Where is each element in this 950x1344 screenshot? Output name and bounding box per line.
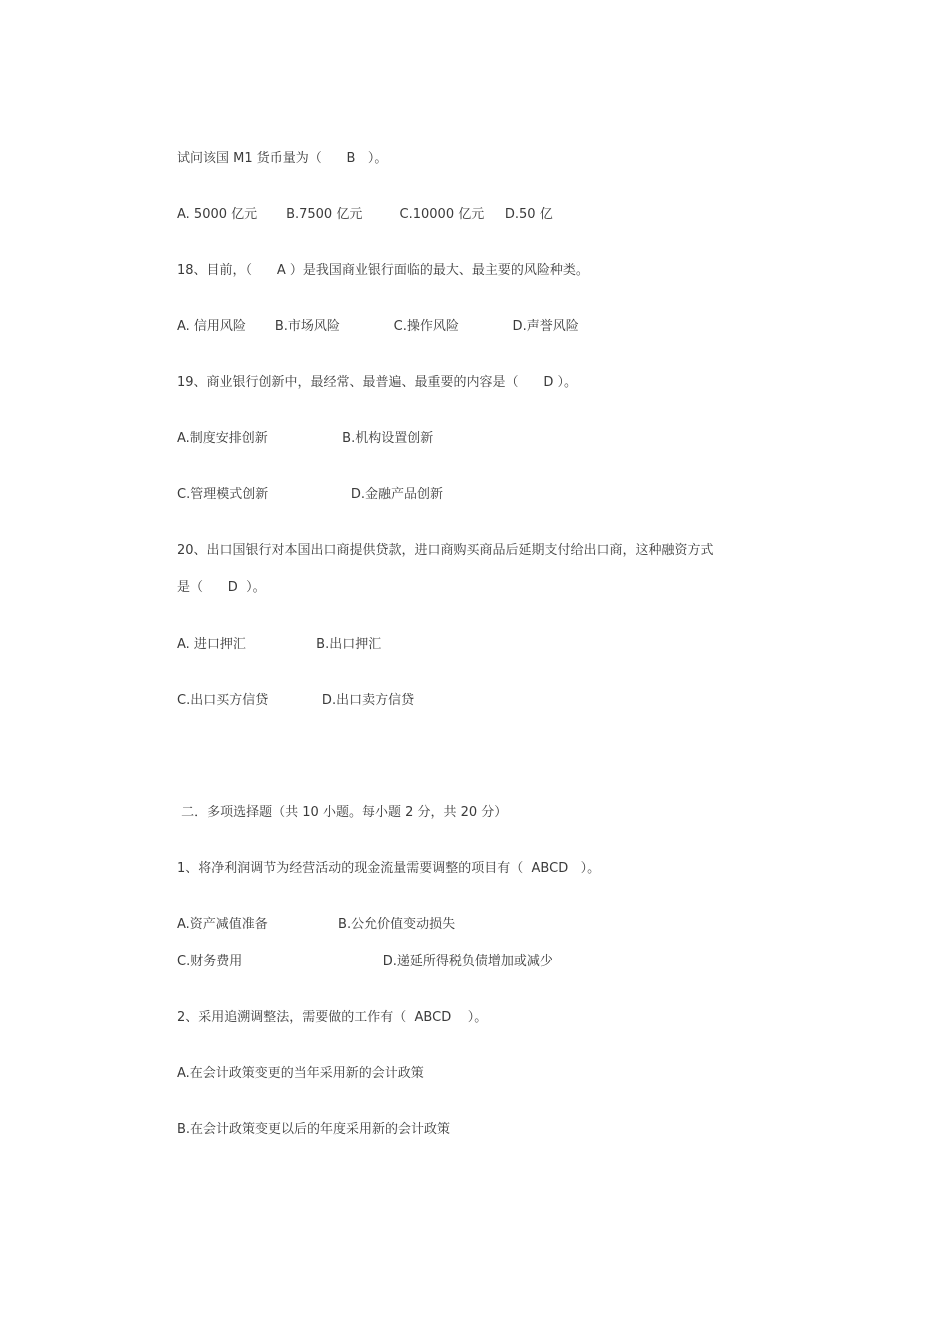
text-line: C.财务费用 D.递延所得税负债增加或减少	[177, 954, 553, 969]
text-line: B.在会计政策变更以后的年度采用新的会计政策	[177, 1122, 451, 1137]
text-line: 2、采用追溯调整法，需要做的工作有（ ABCD ）。	[177, 1010, 488, 1025]
text-line: A.资产减值准备 B.公允价值变动损失	[177, 917, 456, 932]
text-line: A. 进口押汇 B.出口押汇	[177, 637, 382, 652]
text-line: 18、目前，（ A ）是我国商业银行面临的最大、最主要的风险种类。	[177, 263, 589, 278]
section-heading: 二．多项选择题（共 10 小题。每小题 2 分，共 20 分）	[177, 805, 508, 820]
text-line: A. 5000 亿元 B.7500 亿元 C.10000 亿元 D.50 亿	[177, 207, 553, 222]
text-line: C.出口买方信贷 D.出口卖方信贷	[177, 693, 415, 708]
text-line: 试问该国 M1 货币量为（ B ）。	[177, 151, 388, 166]
text-line: A.制度安排创新 B.机构设置创新	[177, 431, 434, 446]
text-line: A. 信用风险 B.市场风险 C.操作风险 D.声誉风险	[177, 319, 579, 334]
text-line: 是（ D ）。	[177, 580, 266, 595]
text-line: 1、将净利润调节为经营活动的现金流量需要调整的项目有（ ABCD ）。	[177, 861, 601, 876]
text-line: 19、商业银行创新中，最经常、最普遍、最重要的内容是（ D ）。	[177, 375, 577, 390]
text-line: C.管理模式创新 D.金融产品创新	[177, 487, 443, 502]
text-line: A.在会计政策变更的当年采用新的会计政策	[177, 1066, 424, 1081]
text-line: 20、出口国银行对本国出口商提供贷款，进口商购买商品后延期支付给出口商，这种融资方式	[177, 543, 714, 558]
